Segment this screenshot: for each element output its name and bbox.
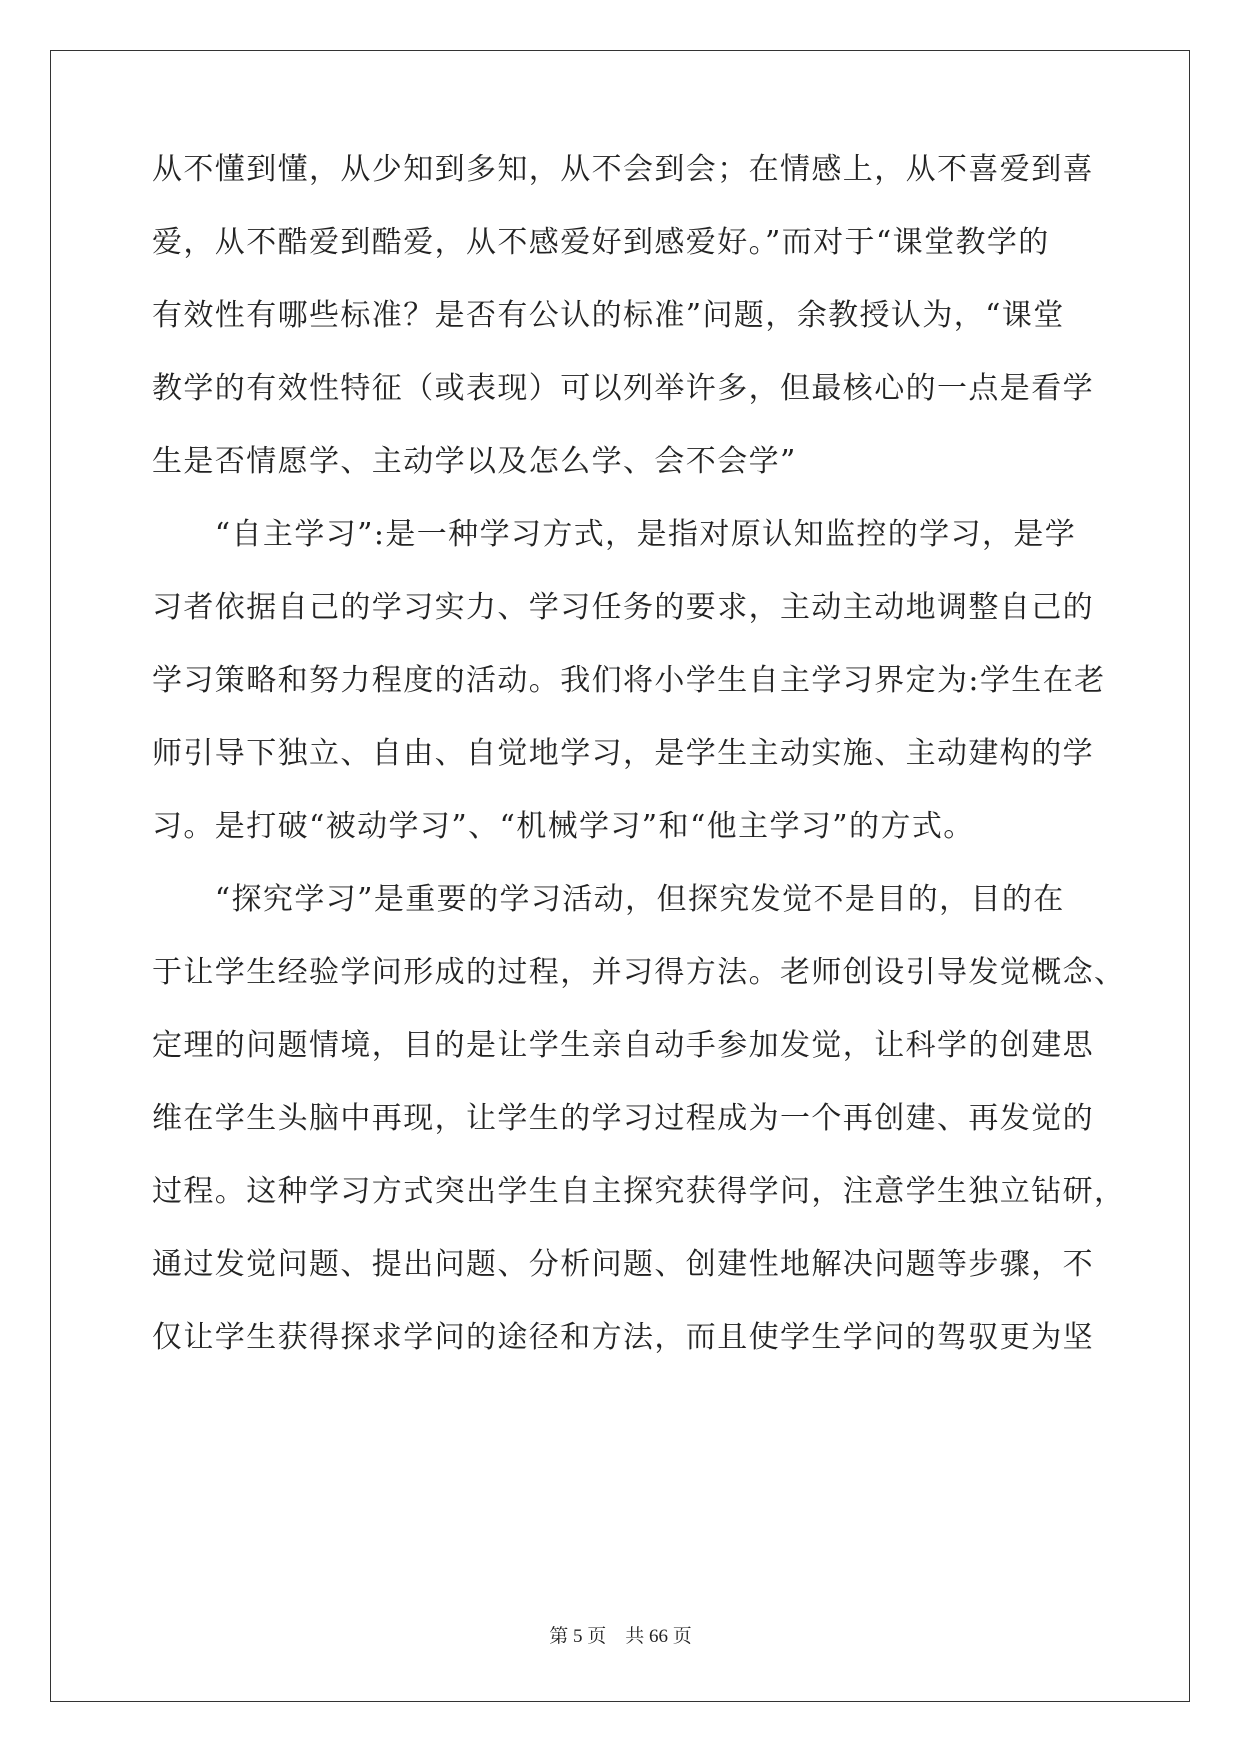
- text-line: “自主学习”:是一种学习方式，是指对原认知监控的学习，是学: [152, 517, 1077, 552]
- text-line: 教学的有效性特征（或表现）可以列举许多，但最核心的一点是看学: [152, 371, 1094, 406]
- text-line: 维在学生头脑中再现，让学生的学习过程成为一个再创建、再发觉的: [152, 1101, 1094, 1136]
- text-line: 习。是打破“被动学习”、“机械学习”和“他主学习”的方式。: [152, 809, 975, 844]
- text-line: 爱，从不酷爱到酷爱，从不感爱好到感爱好。”而对于“课堂教学的: [152, 225, 1050, 260]
- text-line: 从不懂到懂，从少知到多知，从不会到会；在情感上，从不喜爱到喜: [152, 152, 1094, 187]
- text-line: 习者依据自己的学习实力、学习任务的要求，主动主动地调整自己的: [152, 590, 1094, 625]
- text-line: 师引导下独立、自由、自觉地学习，是学生主动实施、主动建构的学: [152, 736, 1094, 771]
- text-line: 仅让学生获得探求学问的途径和方法，而且使学生学问的驾驭更为坚: [152, 1320, 1094, 1355]
- text-line: 有效性有哪些标准？是否有公认的标准”问题，余教授认为，“课堂: [152, 298, 1065, 333]
- text-line: 学习策略和努力程度的活动。我们将小学生自主学习界定为:学生在老: [152, 663, 1106, 698]
- text-line: 过程。这种学习方式突出学生自主探究获得学问，注意学生独立钻研，: [152, 1174, 1126, 1209]
- text-line: 生是否情愿学、主动学以及怎么学、会不会学”: [152, 444, 797, 479]
- text-line: 定理的问题情境，目的是让学生亲自动手参加发觉，让科学的创建思: [152, 1028, 1094, 1063]
- text-line: 通过发觉问题、提出问题、分析问题、创建性地解决问题等步骤，不: [152, 1247, 1094, 1282]
- page-number: 第 5 页 共 66 页: [549, 1626, 692, 1647]
- text-line: “探究学习”是重要的学习活动，但探究发觉不是目的，目的在: [152, 882, 1065, 917]
- text-line: 于让学生经验学问形成的过程，并习得方法。老师创设引导发觉概念、: [152, 955, 1126, 990]
